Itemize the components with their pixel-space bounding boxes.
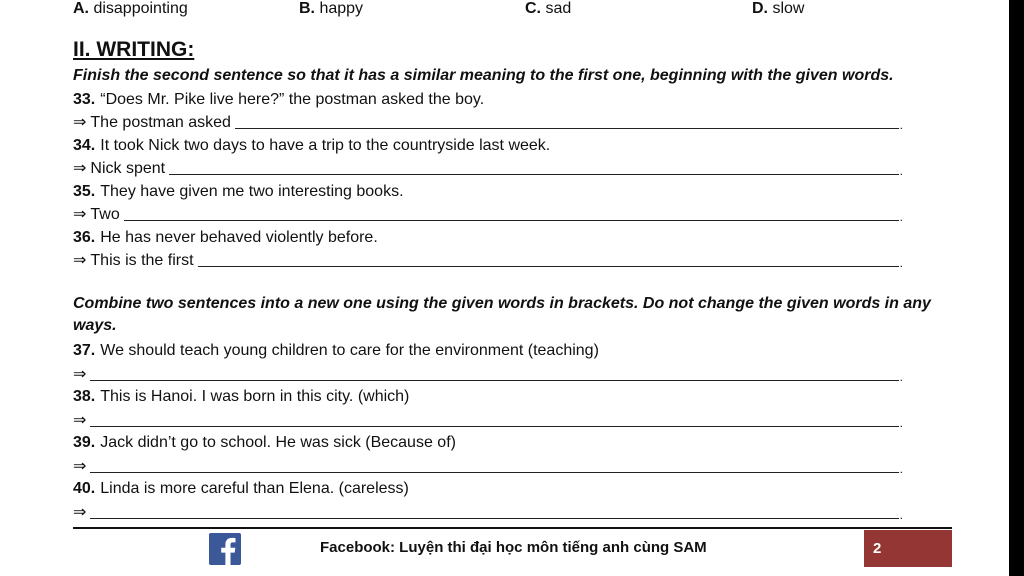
answer-lead: The postman asked bbox=[90, 114, 231, 131]
answer-blank[interactable] bbox=[124, 206, 899, 221]
question-33 bbox=[73, 87, 903, 109]
question-text: It took Nick two days to have a trip to the countryside last week. bbox=[100, 137, 551, 154]
period: . bbox=[899, 210, 903, 224]
instruction-combine: Combine two sentences into a new one using the given words in brackets. Do not change the given words in any ways. bbox=[73, 295, 931, 334]
question-text: Jack didn’t go to school. He was sick (Because of) bbox=[100, 434, 456, 451]
section-heading: II. WRITING: bbox=[73, 38, 195, 61]
question-35 bbox=[73, 179, 903, 201]
question-38 bbox=[73, 384, 903, 406]
question-text: We should teach young children to care for the environment (teaching) bbox=[100, 342, 599, 359]
period: . bbox=[899, 118, 903, 132]
facebook-icon[interactable] bbox=[209, 533, 241, 565]
answer-line-36 bbox=[73, 248, 903, 270]
period: . bbox=[899, 416, 903, 430]
question-text: They have given me two interesting books. bbox=[100, 183, 404, 200]
question-36 bbox=[73, 225, 903, 247]
arrow-icon: ⇒ bbox=[73, 160, 87, 177]
period: . bbox=[899, 256, 903, 270]
arrow-icon: ⇒ bbox=[73, 504, 87, 521]
page-number-badge bbox=[864, 530, 952, 567]
arrow-icon: ⇒ bbox=[73, 366, 87, 383]
question-text: “Does Mr. Pike live here?” the postman asked the boy. bbox=[100, 91, 485, 108]
answer-line-38 bbox=[73, 408, 903, 430]
question-text: Linda is more careful than Elena. (careless) bbox=[100, 480, 409, 497]
arrow-icon: ⇒ bbox=[73, 114, 87, 131]
answer-blank[interactable] bbox=[169, 160, 899, 175]
arrow-icon: ⇒ bbox=[73, 252, 87, 269]
answer-lead: This is the first bbox=[90, 252, 194, 269]
question-number: 37. bbox=[73, 342, 96, 359]
question-number: 38. bbox=[73, 388, 96, 405]
question-number: 40. bbox=[73, 480, 96, 497]
answer-line-34 bbox=[73, 156, 903, 178]
answer-line-35 bbox=[73, 202, 903, 224]
answer-blank[interactable] bbox=[235, 114, 899, 129]
period: . bbox=[899, 164, 903, 178]
answer-lead: Nick spent bbox=[90, 160, 166, 177]
question-number: 36. bbox=[73, 229, 96, 246]
answer-blank[interactable] bbox=[90, 458, 898, 473]
question-37 bbox=[73, 338, 903, 360]
question-number: 34. bbox=[73, 137, 96, 154]
answer-line-40 bbox=[73, 500, 903, 522]
arrow-icon: ⇒ bbox=[73, 206, 87, 223]
period: . bbox=[899, 370, 903, 384]
question-39 bbox=[73, 430, 903, 452]
option-d: D. slow bbox=[752, 0, 805, 17]
answer-blank[interactable] bbox=[90, 504, 898, 519]
answer-blank[interactable] bbox=[90, 366, 898, 381]
arrow-icon: ⇒ bbox=[73, 458, 87, 475]
question-34 bbox=[73, 133, 903, 155]
answer-line-33 bbox=[73, 110, 903, 132]
question-number: 35. bbox=[73, 183, 96, 200]
answer-line-37 bbox=[73, 362, 903, 384]
footer-facebook-text: Facebook: Luyện thi đại học môn tiếng anh cùng SAM bbox=[320, 539, 707, 556]
instruction-rewrite: Finish the second sentence so that it has a similar meaning to the first one, beginning with the given words. bbox=[73, 67, 894, 84]
option-b: B. happy bbox=[299, 0, 364, 17]
answer-lead: Two bbox=[90, 206, 120, 223]
period: . bbox=[899, 508, 903, 522]
footer-divider bbox=[73, 527, 952, 529]
period: . bbox=[899, 462, 903, 476]
question-text: He has never behaved violently before. bbox=[100, 229, 378, 246]
answer-blank[interactable] bbox=[90, 412, 898, 427]
option-c: C. sad bbox=[525, 0, 572, 17]
answer-blank[interactable] bbox=[198, 252, 899, 267]
option-a: A. disappointing bbox=[73, 0, 188, 17]
page-number: 2 bbox=[873, 540, 882, 557]
question-40 bbox=[73, 476, 903, 498]
question-number: 39. bbox=[73, 434, 96, 451]
question-number: 33. bbox=[73, 91, 96, 108]
answer-line-39 bbox=[73, 454, 903, 476]
question-text: This is Hanoi. I was born in this city. (which) bbox=[100, 388, 410, 405]
arrow-icon: ⇒ bbox=[73, 412, 87, 429]
answer-options bbox=[73, 0, 973, 20]
